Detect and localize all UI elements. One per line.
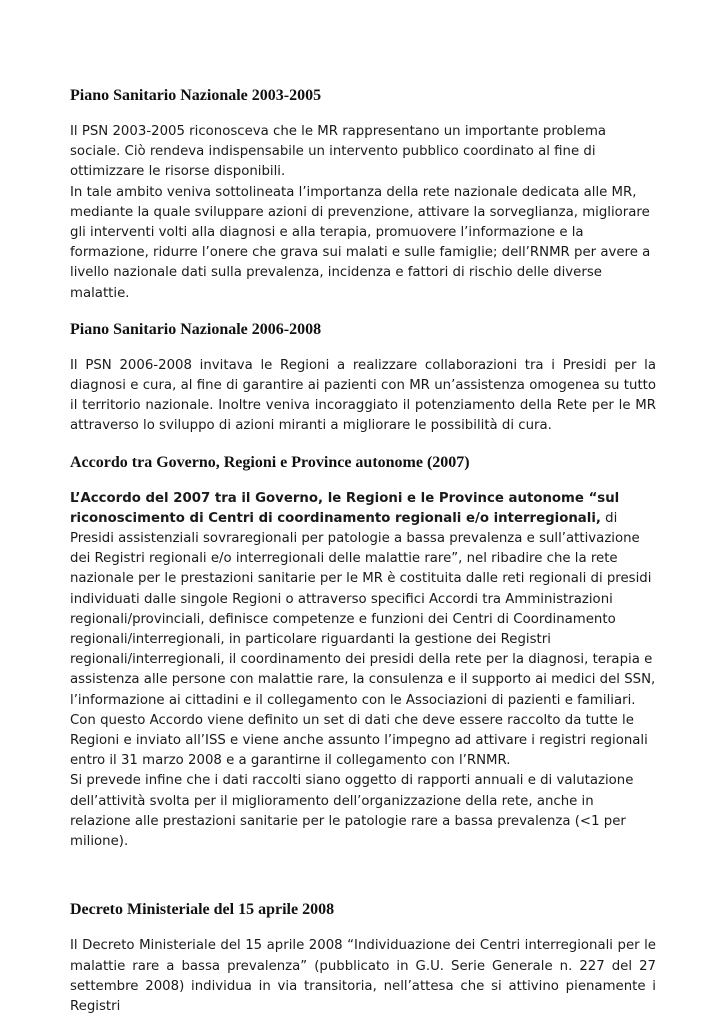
accordo-2007-bold-lead: L’Accordo del 2007 tra il Governo, le Regioni e le Province autonome “sul riconoscimento di Centri di coordinamento regionali e/o interregionali, bbox=[70, 490, 620, 526]
section-heading-accordo-2007: Accordo tra Governo, Regioni e Province autonome (2007) bbox=[70, 453, 470, 471]
document-page bbox=[70, 86, 656, 1017]
section-heading-dm-15-aprile-2008: Decreto Ministeriale del 15 aprile 2008 bbox=[70, 901, 335, 919]
section-heading-psn-2003-2005: Piano Sanitario Nazionale 2003-2005 bbox=[70, 87, 322, 104]
paragraph-dm-15-aprile-2008: Il Decreto Ministeriale del 15 aprile 2008 “Individuazione dei Centri interregionali per le malattie rare a bassa prevalenza” (pubblicato in G.U. Serie Generale n. 227 del 27 settembre 2008) individua in via transitoria, nell’attesa che si attivino pienamente i Registri bbox=[70, 938, 656, 1014]
paragraph-accordo-2007-dati: Con questo Accordo viene definito un set di dati che deve essere raccolto da tutte le Regioni e inviato all’ISS e viene anche assunto l’impegno ad attivare i registri regionali entro il 31 marzo 2008 e a garantirne il collegamento con l’RNMR. bbox=[70, 712, 648, 769]
section-heading-psn-2006-2008: Piano Sanitario Nazionale 2006-2008 bbox=[70, 320, 322, 338]
paragraph-psn-2003-2005-rete: In tale ambito veniva sottolineata l’importanza della rete nazionale dedicata alle MR, mediante la quale sviluppare azioni di prevenzione, attivare la sorveglianza, migliorare gli interventi volti alla diagnosi e alla terapia, promuovere l’informazione e la formazione, ridurre l’onere che grava sui malati e sulle famiglie; dell’RNMR per avere a livello nazionale dati sulla prevalenza, incidenza e fattori di rischio delle diverse malattie. bbox=[70, 184, 651, 301]
paragraph-psn-2006-2008: Il PSN 2006-2008 invitava le Regioni a realizzare collaborazioni tra i Presidi per la diagnosi e cura, al fine di garantire ai pazienti con MR un’assistenza omogenea su tutto il territorio nazionale. Inoltre veniva incoraggiato il potenziamento della Rete per le MR attraverso lo sviluppo di azioni miranti a migliorare le possibilità di cura. bbox=[70, 357, 656, 434]
accordo-2007-lead-rest: di Presidi assistenziali sovraregionali per patologie a bassa prevalenza e sull’attivazione dei Registri regionali e/o interregionali delle malattie rare”, nel ribadire che la rete nazionale per le prestazioni sanitarie per le MR è costituita dalle reti regionali di presidi individuati dalle singole Regioni o attraverso specifici Accordi tra Amministrazioni regionali/provinciali, definisce competenze e funzioni dei Centri di Coordinamento regionali/interregionali, in particolare riguardanti la gestione dei Registri regionali/interregionali, il coordinamento dei presidi della rete per la diagnosi, terapia e assistenza alle persone con malattie rare, la consulenza e il supporto ai medici del SSN, l’informazione ai cittadini e il collegamento con le Associazioni di pazienti e familiari. bbox=[70, 510, 656, 708]
paragraph-accordo-2007-intro bbox=[70, 489, 656, 711]
paragraph-accordo-2007-rapporti: Si prevede infine che i dati raccolti siano oggetto di rapporti annuali e di valutazione dell’attività svolta per il miglioramento dell’organizzazione della rete, anche in relazione alle prestazioni sanitarie per le patologie rare a bassa prevalenza (<1 per milione). bbox=[70, 773, 634, 850]
paragraph-psn-2003-2005-intro: Il PSN 2003-2005 riconosceva che le MR rappresentano un importante problema sociale. Ciò rendeva indispensabile un intervento pubblico coordinato al fine di ottimizzare le risorse disponibili. bbox=[70, 124, 607, 180]
